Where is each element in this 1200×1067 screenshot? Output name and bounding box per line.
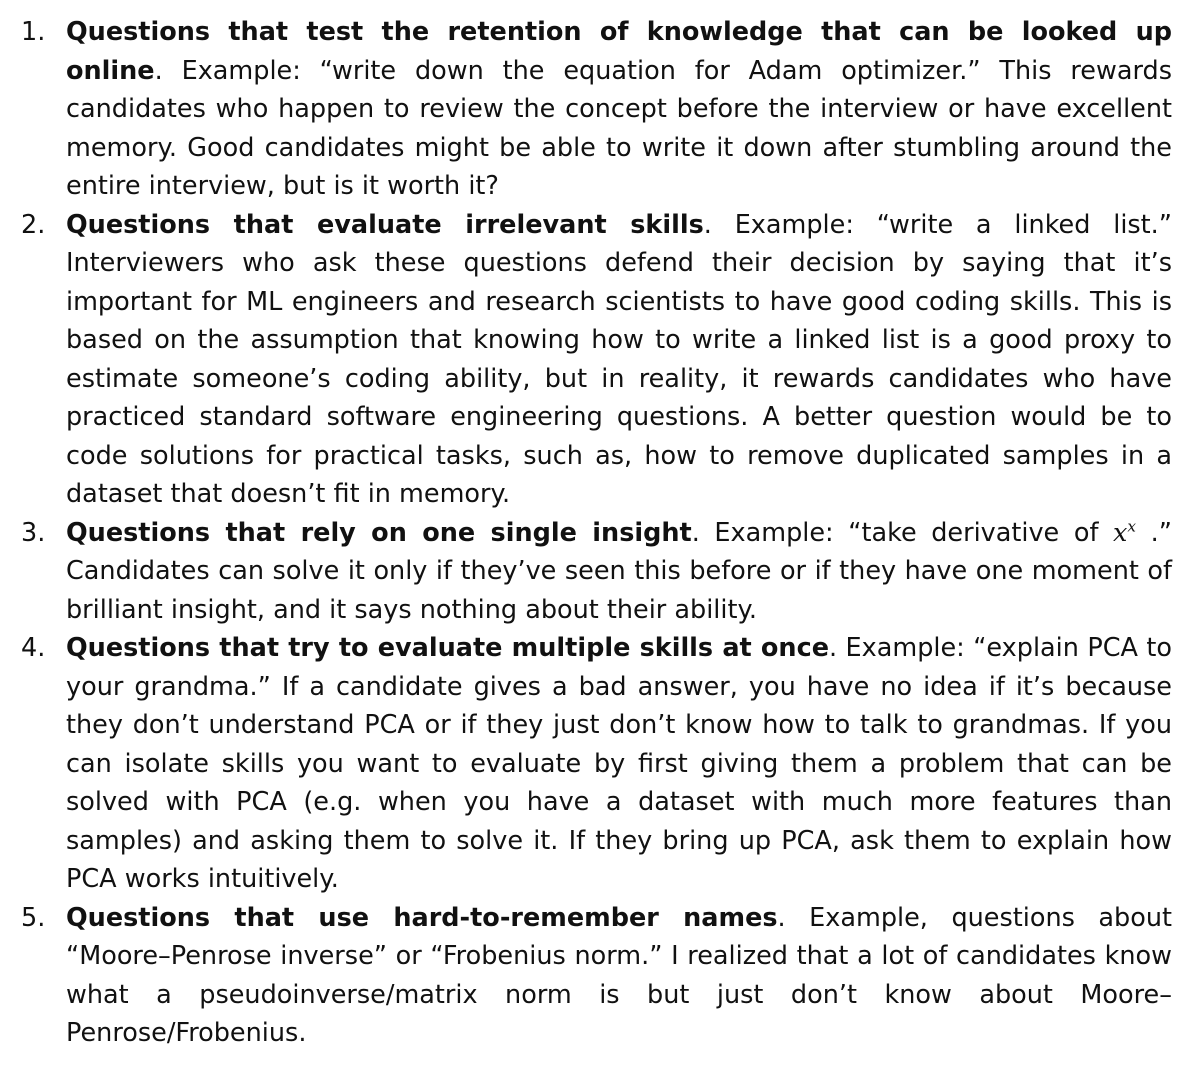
list-item xyxy=(0,899,1200,1053)
item-lead: Questions that evaluate irrelevant skills xyxy=(66,209,704,240)
item-lead: Questions that try to evaluate multiple skills at once xyxy=(66,633,830,663)
item-number: 5. xyxy=(21,902,46,933)
list-item xyxy=(0,13,1200,206)
item-body: . Example: “explain PCA to your grandma.” If a candidate gives a bad answer, you have no idea if it’s because they don’t understand PCA or if they just don’t know how to talk to grandmas. If you can isolate skills you want to evaluate by first giving them a problem that can be solved with PCA (e.g. when you have a dataset with much more features than samples) and asking them to solve it. If they bring up PCA, ask them to explain how PCA works intuitively. xyxy=(66,633,1172,894)
math-expression xyxy=(1113,518,1136,548)
item-number: 2. xyxy=(21,209,46,240)
item-lead: Questions that use hard-to-remember names xyxy=(66,902,778,933)
item-body-before: . Example: “take derivative of xyxy=(691,517,1114,548)
interview-question-list xyxy=(0,13,1200,1053)
item-body-after: .” Candidates can solve it only if they’ve seen this before or if they have one moment of brilliant insight, and it says nothing about their ability. xyxy=(66,517,1172,625)
list-item xyxy=(0,514,1200,630)
item-number: 4. xyxy=(21,633,46,663)
list-item xyxy=(0,206,1200,514)
item-number: 1. xyxy=(21,17,46,47)
item-number: 3. xyxy=(21,517,46,548)
item-lead: Questions that rely on one single insight xyxy=(66,517,692,548)
math-exponent: x xyxy=(1127,517,1137,535)
list-item xyxy=(0,629,1200,899)
item-body: . Example: “write a linked list.” Interviewers who ask these questions defend their decision by saying that it’s important for ML engineers and research scientists to have good coding skills. This is based on the assumption that knowing how to write a linked list is a good proxy to estimate someone’s coding ability, but in reality, it rewards candidates who have practiced standard software engineering questions. A better question would be to code solutions for practical tasks, such as, how to remove duplicated samples in a dataset that doesn’t fit in memory. xyxy=(66,209,1172,509)
math-base: x xyxy=(1113,517,1128,548)
item-lead: Questions that test the retention of knowledge that can be looked up online xyxy=(66,17,1172,86)
item-body: . Example, questions about “Moore–Penrose inverse” or “Frobenius norm.” I realized that a lot of candidates know what a pseudoinverse/matrix norm is but just don’t know about Moore–Penrose/Frobenius. xyxy=(66,902,1172,1048)
item-body: . Example: “write down the equation for Adam optimizer.” This rewards candidates who happen to review the concept before the interview or have excellent memory. Good candidates might be able to write it down after stumbling around the entire interview, but is it worth it? xyxy=(66,55,1172,201)
